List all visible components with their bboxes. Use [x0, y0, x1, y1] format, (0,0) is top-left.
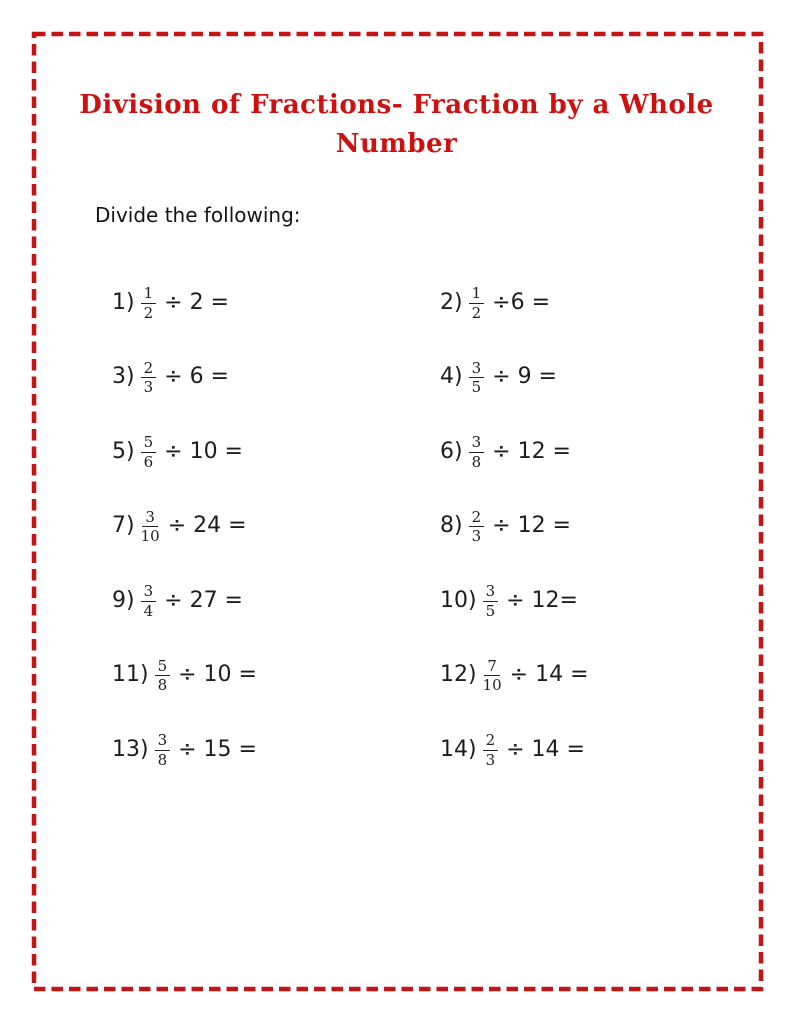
fraction-denominator: 3 — [485, 750, 496, 769]
title-line-1: Division of Fractions- Fraction by a Whole — [79, 90, 714, 120]
fraction-denominator: 10 — [482, 676, 502, 695]
expression-rest: ÷ 14 = — [509, 662, 589, 688]
expression-rest: ÷ 2 = — [164, 289, 229, 315]
problem-number: 9) — [112, 587, 135, 613]
problem-number: 2) — [440, 289, 463, 315]
fraction-denominator: 4 — [143, 601, 154, 620]
problem-number: 1) — [112, 289, 135, 315]
fraction-numerator: 3 — [142, 509, 158, 528]
fraction-denominator: 8 — [157, 750, 168, 769]
fraction-numerator: 3 — [469, 360, 485, 379]
fraction-denominator: 8 — [157, 676, 168, 695]
problem-item — [440, 657, 742, 693]
expression-rest: ÷ 10 = — [164, 438, 243, 464]
fraction-numerator: 3 — [155, 732, 171, 751]
fraction-numerator: 3 — [469, 434, 485, 453]
problem-item — [440, 731, 742, 767]
problem-number: 13) — [112, 736, 149, 762]
expression-rest: ÷ 12 = — [492, 513, 571, 539]
fraction-numerator: 3 — [483, 583, 499, 602]
problem-number: 12) — [440, 662, 477, 688]
fraction — [141, 360, 157, 396]
problem-item — [440, 433, 742, 469]
problem-item — [440, 582, 742, 618]
fraction-denominator: 6 — [143, 452, 154, 471]
fraction — [469, 434, 485, 470]
fraction-denominator: 3 — [471, 527, 482, 546]
problem-item — [112, 657, 440, 693]
problem-number: 8) — [440, 513, 463, 539]
problem-item — [440, 508, 742, 544]
fraction-numerator: 2 — [469, 509, 485, 528]
problems-grid — [112, 265, 742, 787]
problem-item — [440, 359, 742, 395]
problem-item — [112, 508, 440, 544]
problem-number: 3) — [112, 364, 135, 390]
expression-rest: ÷ 10 = — [178, 662, 257, 688]
fraction — [483, 583, 499, 619]
fraction-numerator: 5 — [155, 658, 171, 677]
fraction-denominator: 3 — [143, 378, 154, 397]
instruction-text: Divide the following: — [95, 203, 301, 227]
fraction-denominator: 2 — [143, 303, 154, 322]
fraction — [155, 658, 171, 694]
fraction — [141, 285, 157, 321]
expression-rest: ÷ 12= — [506, 587, 578, 613]
fraction-denominator: 10 — [140, 527, 160, 546]
fraction — [483, 658, 502, 694]
problem-number: 6) — [440, 438, 463, 464]
fraction-numerator: 3 — [141, 583, 157, 602]
fraction-denominator: 5 — [471, 378, 482, 397]
expression-rest: ÷ 12 = — [492, 438, 571, 464]
fraction-numerator: 2 — [141, 360, 157, 379]
fraction — [141, 583, 157, 619]
problem-item — [440, 284, 742, 320]
fraction-numerator: 5 — [141, 434, 157, 453]
fraction — [469, 360, 485, 396]
fraction-numerator: 7 — [484, 658, 500, 677]
expression-rest: ÷ 24 = — [167, 513, 247, 539]
problem-number: 4) — [440, 364, 463, 390]
problem-item — [112, 582, 440, 618]
expression-rest: ÷6 = — [492, 289, 550, 315]
problem-number: 5) — [112, 438, 135, 464]
expression-rest: ÷ 6 = — [164, 364, 229, 390]
title-line-2: Number — [335, 129, 458, 159]
fraction — [141, 509, 160, 545]
problem-item — [112, 731, 440, 767]
fraction-numerator: 2 — [483, 732, 499, 751]
fraction — [469, 285, 485, 321]
problem-number: 10) — [440, 587, 477, 613]
fraction-numerator: 1 — [469, 285, 485, 304]
problem-item — [112, 433, 440, 469]
expression-rest: ÷ 9 = — [492, 364, 557, 390]
fraction — [141, 434, 157, 470]
fraction-denominator: 5 — [485, 601, 496, 620]
fraction-denominator: 8 — [471, 452, 482, 471]
fraction-denominator: 2 — [471, 303, 482, 322]
problem-number: 11) — [112, 662, 149, 688]
expression-rest: ÷ 14 = — [506, 736, 585, 762]
fraction — [483, 732, 499, 768]
expression-rest: ÷ 15 = — [178, 736, 257, 762]
problem-item — [112, 284, 440, 320]
fraction-numerator: 1 — [141, 285, 157, 304]
problem-item — [112, 359, 440, 395]
worksheet-title — [60, 86, 733, 164]
fraction — [469, 509, 485, 545]
problem-number: 7) — [112, 513, 135, 539]
expression-rest: ÷ 27 = — [164, 587, 243, 613]
problem-number: 14) — [440, 736, 477, 762]
fraction — [155, 732, 171, 768]
